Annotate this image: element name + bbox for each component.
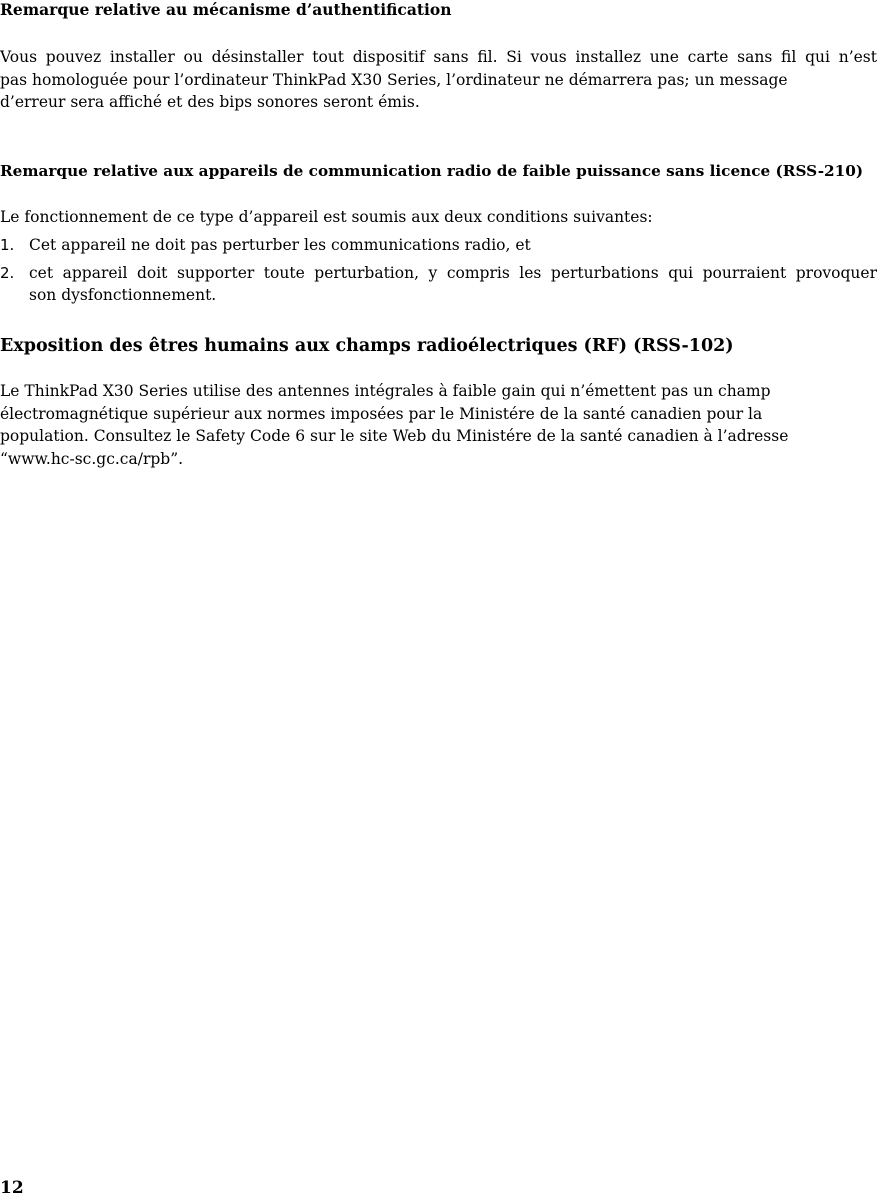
paragraph-line: population. Consultez le Safety Code 6 sur le site Web du Ministére de la santé canadien à l’adresse [0,427,789,445]
heading-rss-210-notice: Remarque relative aux appareils de communication radio de faible puissance sans licence (RSS-210) [0,162,864,180]
paragraph-line: électromagnétique supérieur aux normes imposées par le Ministére de la santé canadien pour la [0,404,763,423]
paragraph-line: Vous pouvez installer ou désinstaller tout dispositif sans fil. Si vous installez une carte sans fil qui n’est [0,48,877,66]
list-item-text: son dysfonctionnement. [29,286,217,304]
heading-authentication-notice: Remarque relative au mécanisme d’authentification [0,0,452,19]
heading-rf-exposure: Exposition des êtres humains aux champs radioélectriques (RF) (RSS-102) [0,336,734,356]
paragraph-line: “www.hc-sc.gc.ca/rpb”. [0,449,184,468]
list-item [0,234,877,257]
paragraph-rss-210-intro [0,206,877,229]
paragraph-line: d’erreur sera affiché et des bips sonores seront émis. [0,93,420,111]
paragraph-line: Le ThinkPad X30 Series utilise des antennes intégrales à faible gain qui n’émettent pas un champ [0,382,771,400]
page-number: 12 [0,1178,24,1198]
list-item-text: Cet appareil ne doit pas perturber les communications radio, et [29,236,531,254]
list-item-number: 1. [0,236,15,254]
list-item [0,262,877,307]
paragraph-rf-exposure [0,380,877,470]
list-item-text: cet appareil doit supporter toute perturbation, y compris les perturbations qui pourraient provoquer [29,263,877,282]
list-item-number: 2. [0,263,15,282]
conditions-list [0,234,877,307]
paragraph-line: pas homologuée pour l’ordinateur ThinkPad X30 Series, l’ordinateur ne démarrera pas; un message [0,70,788,89]
paragraph-line: Le fonctionnement de ce type d’appareil est soumis aux deux conditions suivantes: [0,208,653,226]
paragraph-authentication-notice [0,46,877,114]
